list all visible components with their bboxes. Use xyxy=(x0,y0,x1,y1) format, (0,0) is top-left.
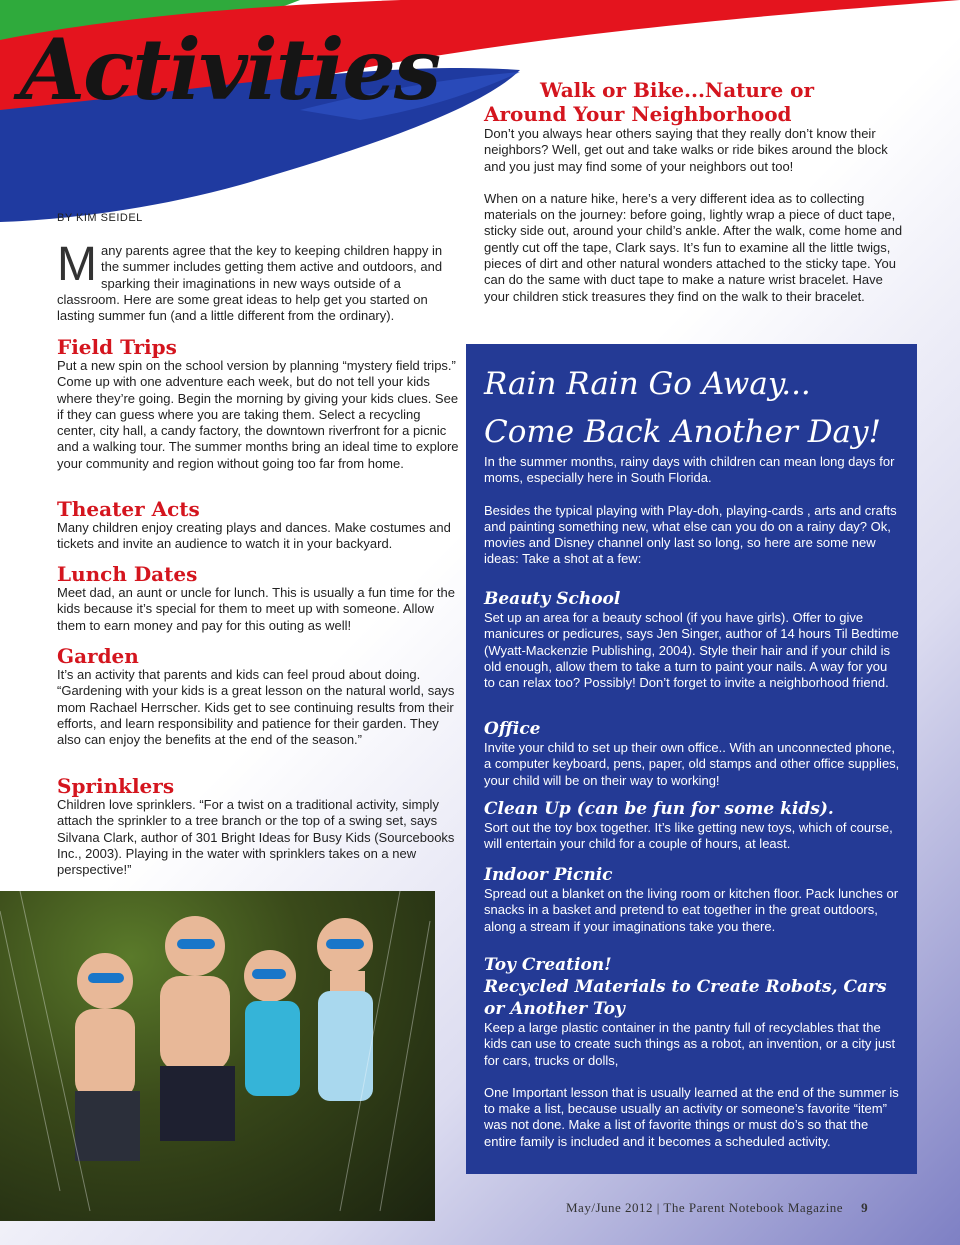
section-title: Sprinklers xyxy=(57,774,175,798)
item-title: Beauty School xyxy=(484,589,621,609)
rain-headline-line1: Rain Rain Go Away... xyxy=(484,366,811,402)
rain-day-box xyxy=(466,344,917,1174)
section-garden xyxy=(57,645,459,748)
intro-text: any parents agree that the key to keeping children happy in the summer includes getting them active and outdoors, and sparking their imaginations in new ways outside of a classroom. Here are some great ideas to help get you started on lasting summer fun (and a little different from the ordinary). xyxy=(57,243,443,324)
kids-sprinkler-photo xyxy=(0,891,435,1221)
section-text: It’s an activity that parents and kids can feel proud about doing. “Gardening with your kids is a great lesson on the natural world, says mom Rachael Herrscher. Kids get to see continuing results from their efforts, and learn responsibility and patience for their garden. They also can enjoy the benefits at the end of the season.” xyxy=(57,667,455,748)
section-title: Garden xyxy=(57,644,139,668)
item-text: Set up an area for a beauty school (if you have girls). Offer to give manicures or pedicures, says Jen Singer, author of 14 hours Til Bedtime (Wyatt-Mackenzie Publishing, 2004). Style their hair and if your child is old enough, allow them to take a turn to paint your nails. A way for you to can relax too? Possibly! Don’t forget to invite a neighborhood friend. xyxy=(484,610,899,691)
item-title: Clean Up (can be fun for some kids). xyxy=(484,799,834,819)
rain-paragraph-1: In the summer months, rainy days with children can mean long days for moms, especially here in South Florida. xyxy=(484,454,895,486)
rain-paragraph-2: Besides the typical playing with Play-doh, playing-cards , arts and crafts and painting something new, what else can you do on a rainy day? Ok, movies and Disney channel only last so long, so here are some new ideas: Take a shot at a few: xyxy=(484,502,897,567)
section-text: Many children enjoy creating plays and dances. Make costumes and tickets and invite an audience to watch it in your backyard. xyxy=(57,520,451,552)
section-title: Theater Acts xyxy=(57,497,200,521)
page-footer xyxy=(566,1200,868,1216)
toy-creation-item xyxy=(484,954,900,1150)
office-item xyxy=(484,718,900,789)
item-title: Office xyxy=(484,719,541,739)
item-text: Keep a large plastic container in the pantry full of recyclables that the kids can use to create such things as a robot, an invention, or a city just for cars, trucks or dolls, xyxy=(484,1020,896,1068)
byline: BY KIM SEIDEL xyxy=(57,212,143,224)
rain-intro xyxy=(484,454,900,568)
walk-title xyxy=(484,78,904,126)
walk-paragraph-1: Don’t you always hear others saying that they really don’t know their neighbors? Well, get out and take walks or ride bikes around the block and you just may find some of your neighbors out too! xyxy=(484,126,888,174)
section-theater xyxy=(57,498,459,553)
section-field-trips xyxy=(57,336,459,472)
page-number: 9 xyxy=(861,1200,869,1215)
drop-cap: M xyxy=(57,238,97,291)
indoor-picnic-item xyxy=(484,864,900,935)
walk-title-line2: Around Your Neighborhood xyxy=(484,102,792,126)
section-text: Children love sprinklers. “For a twist on a traditional activity, simply attach the sprinkler to a tree branch or the top of a swing set, says Silvana Clark, author of 301 Bright Ideas for Busy Kids (Sourcebooks Inc., 2003). Playing in the water with sprinklers takes on a new perspective!” xyxy=(57,797,455,878)
item-title: Indoor Picnic xyxy=(484,865,613,885)
section-lunch xyxy=(57,563,459,634)
item-title-2: Recycled Materials to Create Robots, Cars or Another Toy xyxy=(484,977,887,1019)
intro-block xyxy=(57,238,457,324)
intro-paragraph xyxy=(57,238,457,324)
section-title: Lunch Dates xyxy=(57,562,198,586)
photo-illustration xyxy=(0,891,435,1221)
section-title: Field Trips xyxy=(57,335,177,359)
walk-bike-section xyxy=(484,78,904,305)
page-title: Activities xyxy=(20,20,440,119)
section-text: Put a new spin on the school version by planning “mystery field trips.” Come up with one adventure each week, but do not tell your kids where they’re going. Begin the morning by giving your kids clues. See if they can guess where you are taking them. Select a recycling center, city hall, a candy factory, the downtown riverfront for a picnic and a walking tour. The summer months bring an ideal time to explore your community and region without going too far from home. xyxy=(57,358,459,471)
rain-headline-line2: Come Back Another Day! xyxy=(484,414,882,450)
clean-up-item xyxy=(484,798,900,853)
section-sprinklers xyxy=(57,775,459,878)
item-title-1: Toy Creation! xyxy=(484,955,612,975)
item-text: Sort out the toy box together. It’s like getting new toys, which of course, will entertain your child for a couple of hours, at least. xyxy=(484,820,893,852)
item-text: Invite your child to set up their own office.. With an unconnected phone, a computer keyboard, pens, paper, old stamps and other office supplies, your child will be on their way to working! xyxy=(484,740,900,788)
walk-paragraph-2: When on a nature hike, here’s a very different idea as to collecting materials on the journey: before going, lightly wrap a piece of duct tape, sticky side out, around your child’s ankle. After the walk, come home and gently cut off the tape, Clark says. It’s fun to examine all the little twigs, pieces of dirt and other natural wonders attached to the sticky tape. You can do the same with duct tape to make a nature wrist bracelet. Have your children stick treasures they find on the walk to their bracelet. xyxy=(484,190,903,304)
item-text: Spread out a blanket on the living room or kitchen floor. Pack lunches or snacks in a basket and pretend to eat together in the great outdoors, along a stream if your imaginations take you there. xyxy=(484,886,899,934)
footer-issue: May/June 2012 | The Parent Notebook Magazine xyxy=(566,1200,844,1215)
beauty-school-item xyxy=(484,588,900,691)
rain-headline xyxy=(484,360,881,456)
lesson-text: One Important lesson that is usually learned at the end of the summer is to make a list, because usually an activity or someone’s favorite “item” was not done. Make a list of favorite things or must do’s so that the entire family is included and it becomes a scheduled activity. xyxy=(484,1084,899,1149)
section-text: Meet dad, an aunt or uncle for lunch. This is usually a fun time for the kids because it’s special for them to meet up with someone. Allow them to earn money and pay for this outing as well! xyxy=(57,585,455,633)
walk-title-line1: Walk or Bike...Nature or xyxy=(540,78,815,102)
